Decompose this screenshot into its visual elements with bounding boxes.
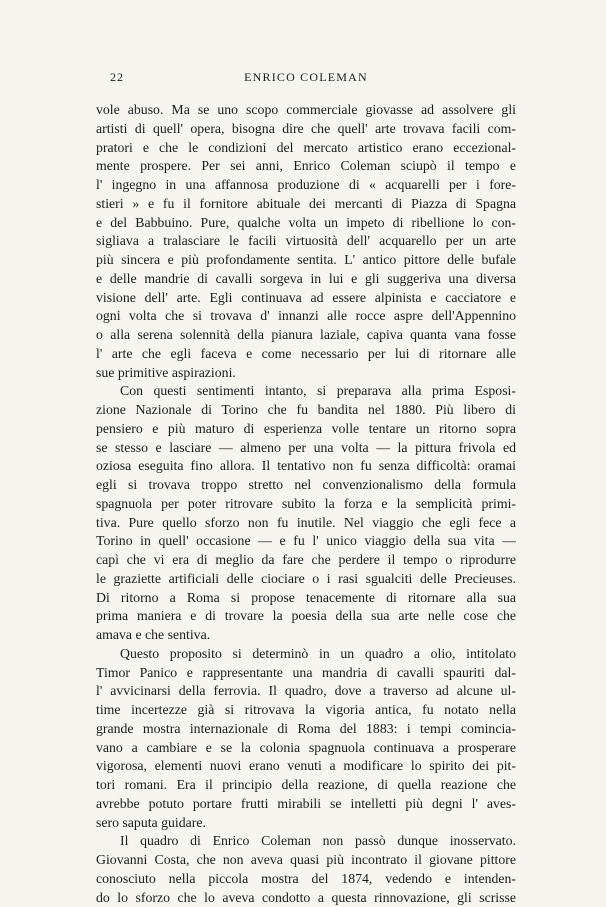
text-line: tiva. Pure quello sforzo non fu inutile. Nel viaggio che egli fece a [96, 514, 516, 533]
text-line: stieri » e fu il fornitore abituale dei mercanti di Piazza di Spagna [96, 195, 516, 214]
running-head: ENRICO COLEMAN [96, 70, 516, 85]
text-line: sigliava a tralasciare le facili virtuosità dell' acquarello per un arte [96, 232, 516, 251]
text-line: time incertezze già si ritrovava la vigoria antica, fu notato nella [96, 701, 516, 720]
text-line: l' ingegno in una affannosa produzione di « acquarelli per i fore- [96, 176, 516, 195]
text-line: Torino in quell' occasione — e fu l' unico viaggio della sua vita — [96, 532, 516, 551]
text-line: e del Babbuino. Pure, qualche volta un impeto di ribellione lo con- [96, 214, 516, 233]
text-line: prima maniera e di trovare la poesia della sua arte nelle cose che [96, 607, 516, 626]
text-line: mente prospere. Per sei anni, Enrico Coleman sciupò il tempo e [96, 157, 516, 176]
text-line: Il quadro di Enrico Coleman non passò dunque inosservato. [96, 832, 516, 851]
text-line: avrebbe potuto portare frutti mirabili se intelletti più degni l' aves- [96, 795, 516, 814]
text-line: più sincera e più profondamente sentita. L' antico pittore delle bufale [96, 251, 516, 270]
text-line: e delle mandrie di cavalli sorgeva in lui e gli suggeriva una diversa [96, 270, 516, 289]
text-line: pensiero e più maturo di esperienza volle tentare un ritorno sopra [96, 420, 516, 439]
text-line: spagnuola per poter ritrovare subito la forza e la semplicità primi- [96, 495, 516, 514]
text-line: artisti di quell' opera, bisogna dire che quell' arte trovava facili com- [96, 120, 516, 139]
page-number: 22 [110, 70, 124, 85]
text-line: zione Nazionale di Torino che fu bandita nel 1880. Più libero di [96, 401, 516, 420]
text-line: tori romani. Era il principio della reazione, di quella reazione che [96, 776, 516, 795]
text-line: se stesso e lasciare — almeno per una volta — la pittura frivola ed [96, 439, 516, 458]
text-line: egli si trovava troppo stretto nel convenzionalismo della formula [96, 476, 516, 495]
text-line: vigorosa, elementi nuovi erano venuti a modificare lo spirito dei pit- [96, 757, 516, 776]
text-line: Con questi sentimenti intanto, si preparava alla prima Esposi- [96, 382, 516, 401]
text-line: Giovanni Costa, che non aveva quasi più incontrato il giovane pittore [96, 851, 516, 870]
text-line: pratori e che le condizioni del mercato artistico erano eccezional- [96, 139, 516, 158]
text-line: o alla serena solennità della pianura laziale, capiva quanta vana fosse [96, 326, 516, 345]
text-line: visione dell' arte. Egli continuava ad essere alpinista e cacciatore e [96, 289, 516, 308]
text-line: l' avvicinarsi della ferrovia. Il quadro, dove a traverso ad alcune ul- [96, 682, 516, 701]
text-line: capì che vi era di meglio da fare che perdere il tempo o riprodurre [96, 551, 516, 570]
text-line: conosciuto nella piccola mostra del 1874, vedendo e intenden- [96, 870, 516, 889]
text-line: do lo sforzo che lo aveva condotto a questa rinnovazione, gli scrisse [96, 889, 516, 907]
text-line: oziosa eseguita fino allora. Il tentativo non fu senza difficoltà: oramai [96, 457, 516, 476]
text-line: Timor Panico e rappresentante una mandria di cavalli spauriti dal- [96, 664, 516, 683]
text-line: amava e che sentiva. [96, 626, 516, 645]
text-line: vano a cambiare e se la colonia spagnuola continuava a prosperare [96, 739, 516, 758]
text-line: sero saputa guidare. [96, 814, 516, 833]
text-line: grande mostra internazionale di Roma del 1883: i tempi comincia- [96, 720, 516, 739]
text-line: ogni volta che si trovava d' innanzi alle rocce aspre dell'Appennino [96, 307, 516, 326]
text-line: l' arte che egli faceva e come necessario per lui di ritornare alle [96, 345, 516, 364]
text-line: vole abuso. Ma se uno scopo commerciale giovasse ad assolvere gli [96, 101, 516, 120]
text-line: Di ritorno a Roma si propose tenacemente di ritornare alla sua [96, 589, 516, 608]
text-line: Questo proposito si determinò in un quadro a olio, intitolato [96, 645, 516, 664]
text-line: le graziette artificiali delle ciociare o i rasi sgualciti delle Precieuses. [96, 570, 516, 589]
body-text [96, 101, 516, 907]
text-line: sue primitive aspirazioni. [96, 364, 516, 383]
page-header [96, 70, 516, 88]
